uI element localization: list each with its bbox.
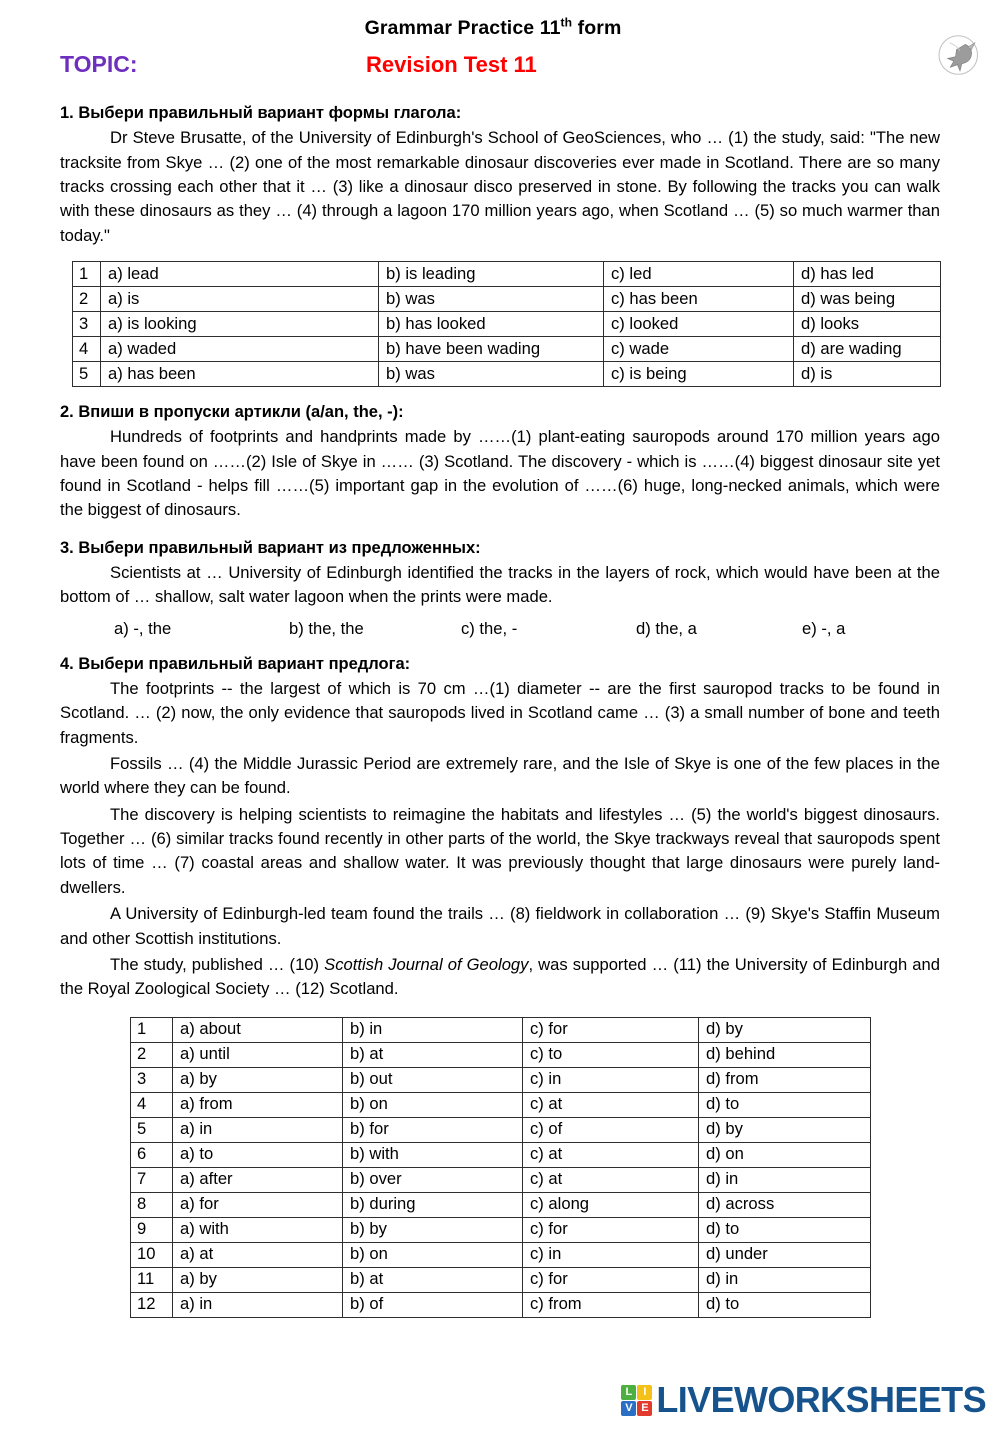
row-number: 4 <box>73 337 101 362</box>
table-row <box>131 1167 871 1192</box>
option-b[interactable]: b) has looked <box>379 312 604 337</box>
option-a[interactable]: a) from <box>173 1092 343 1117</box>
exercise-1-answers-table-wrapper <box>60 261 940 387</box>
table-row <box>131 1217 871 1242</box>
option-d[interactable]: d) has led <box>794 262 941 287</box>
row-number: 3 <box>73 312 101 337</box>
topic-label: TOPIC: <box>60 51 138 77</box>
table-row <box>131 1142 871 1167</box>
exercise-4-paragraph-4: A University of Edinburgh-led team found the trails … (8) fieldwork in collaboration … (9) Skye's Staffin Museum and other Scottish institutions. <box>60 904 940 948</box>
table-row <box>131 1192 871 1217</box>
option-b[interactable]: b) in <box>343 1017 523 1042</box>
table-row <box>73 262 941 287</box>
exercise-3-option-a[interactable]: a) -, the <box>114 618 172 638</box>
row-number: 1 <box>73 262 101 287</box>
row-number: 4 <box>131 1092 173 1117</box>
row-number: 2 <box>131 1042 173 1067</box>
option-b[interactable]: b) by <box>343 1217 523 1242</box>
option-b[interactable]: b) during <box>343 1192 523 1217</box>
page-title-superscript: th <box>560 15 573 30</box>
row-number: 11 <box>131 1267 173 1292</box>
exercise-1-heading: 1. Выбери правильный вариант формы глагола: <box>60 104 462 122</box>
exercise-3-heading: 3. Выбери правильный вариант из предложенных: <box>60 538 481 557</box>
option-d[interactable]: d) in <box>699 1267 871 1292</box>
table-row <box>73 362 941 387</box>
row-number: 12 <box>131 1292 173 1317</box>
table-row <box>73 337 941 362</box>
exercise-1-answers-table <box>72 261 941 387</box>
table-row <box>73 312 941 337</box>
option-a[interactable]: a) about <box>173 1017 343 1042</box>
option-a[interactable]: a) is <box>101 287 379 312</box>
exercise-4-table-body <box>131 1017 871 1317</box>
exercise-4-answers-table-wrapper <box>60 1017 940 1318</box>
option-c[interactable]: c) of <box>523 1117 699 1142</box>
option-c[interactable]: c) in <box>523 1242 699 1267</box>
option-d[interactable]: d) across <box>699 1192 871 1217</box>
table-row <box>131 1292 871 1317</box>
exercise-4-paragraph-5-post: , was supported … (11) the University of Edinburgh and the Royal Zoological Society … (12) Scotland. <box>60 955 940 999</box>
exercise-4-paragraph-2: Fossils … (4) the Middle Jurassic Period are extremely rare, and the Isle of Skye is one of the few places in the world where they can be found. <box>60 753 940 798</box>
option-d[interactable]: d) from <box>699 1067 871 1092</box>
option-b[interactable]: b) on <box>343 1242 523 1267</box>
option-b[interactable]: b) for <box>343 1117 523 1142</box>
option-d[interactable]: d) looks <box>794 312 941 337</box>
option-c[interactable]: c) from <box>523 1292 699 1317</box>
option-c[interactable]: c) along <box>523 1192 699 1217</box>
exercise-3-text: Scientists at … University of Edinburgh identified the tracks in the layers of rock, which would have been at the bottom of … shallow, salt water lagoon when the prints were made. <box>60 562 940 607</box>
topic-row <box>60 51 940 79</box>
exercise-3-option-d[interactable]: d) the, a <box>636 618 697 638</box>
option-d[interactable]: d) to <box>699 1292 871 1317</box>
table-row <box>73 287 941 312</box>
option-c[interactable]: c) at <box>523 1167 699 1192</box>
exercise-2-heading: 2. Впиши в пропуски артикли (a/an, the, -): <box>60 403 404 422</box>
option-a[interactable]: a) has been <box>101 362 379 387</box>
table-row <box>131 1042 871 1067</box>
option-d[interactable]: d) under <box>699 1242 871 1267</box>
journal-title: Scottish Journal of Geology <box>324 955 529 975</box>
option-d[interactable]: d) are wading <box>794 337 941 362</box>
logo-tile-v: V <box>621 1401 636 1416</box>
logo-tile-i: I <box>637 1385 652 1400</box>
option-c[interactable]: c) in <box>523 1067 699 1092</box>
option-a[interactable]: a) waded <box>101 337 379 362</box>
option-c[interactable]: c) at <box>523 1142 699 1167</box>
dinosaur-sketch-logo <box>932 27 988 83</box>
row-number: 3 <box>131 1067 173 1092</box>
topic-value: Revision Test 11 <box>366 52 537 77</box>
row-number: 10 <box>131 1242 173 1267</box>
option-d[interactable]: d) to <box>699 1217 871 1242</box>
exercise-3-option-c[interactable]: c) the, - <box>461 618 518 638</box>
option-a[interactable]: a) at <box>173 1242 343 1267</box>
option-a[interactable]: a) lead <box>101 262 379 287</box>
option-b[interactable]: b) was <box>379 362 604 387</box>
table-row <box>131 1092 871 1117</box>
option-d[interactable]: d) to <box>699 1092 871 1117</box>
option-b[interactable]: b) at <box>343 1267 523 1292</box>
option-b[interactable]: b) is leading <box>379 262 604 287</box>
row-number: 5 <box>73 362 101 387</box>
option-c[interactable]: c) has been <box>604 287 794 312</box>
row-number: 2 <box>73 287 101 312</box>
option-a[interactable]: a) until <box>173 1042 343 1067</box>
option-c[interactable]: c) for <box>523 1217 699 1242</box>
option-c[interactable]: c) for <box>523 1267 699 1292</box>
option-c[interactable]: c) at <box>523 1092 699 1117</box>
exercise-4-paragraph-3: The discovery is helping scientists to reimagine the habitats and lifestyles … (5) the world's biggest dinosaurs. Together … (6) similar tracks found recently in other parts of the world, the Skye trackways reveal that sauropods spent lots of time … (7) coastal areas and shallow water. It was previously thought that large dinosaurs were purely land-dwellers. <box>60 804 940 897</box>
option-a[interactable]: a) in <box>173 1292 343 1317</box>
page-title <box>60 17 940 40</box>
option-a[interactable]: a) by <box>173 1267 343 1292</box>
exercise-4-heading: 4. Выбери правильный вариант предлога: <box>60 654 411 673</box>
option-d[interactable]: d) was being <box>794 287 941 312</box>
row-number: 7 <box>131 1167 173 1192</box>
option-b[interactable]: b) was <box>379 287 604 312</box>
option-a[interactable]: a) to <box>173 1142 343 1167</box>
option-b[interactable]: b) of <box>343 1292 523 1317</box>
exercise-3-options <box>60 619 940 639</box>
exercise-3-option-b[interactable]: b) the, the <box>289 618 364 638</box>
exercise-4-paragraph-5 <box>60 953 940 1002</box>
option-c[interactable]: c) wade <box>604 337 794 362</box>
option-b[interactable]: b) at <box>343 1042 523 1067</box>
option-b[interactable]: b) over <box>343 1167 523 1192</box>
option-c[interactable]: c) looked <box>604 312 794 337</box>
table-row <box>131 1067 871 1092</box>
row-number: 6 <box>131 1142 173 1167</box>
liveworksheets-logo-tiles <box>621 1385 652 1416</box>
worksheet-page <box>0 17 1000 1430</box>
option-c[interactable]: c) for <box>523 1017 699 1042</box>
page-title-tail: form <box>572 17 622 39</box>
option-b[interactable]: b) with <box>343 1142 523 1167</box>
logo-tile-l: L <box>621 1385 636 1400</box>
exercise-1-table-body <box>73 262 941 387</box>
option-d[interactable]: d) is <box>794 362 941 387</box>
table-row <box>131 1242 871 1267</box>
liveworksheets-wordmark: LIVEWORKSHEETS <box>656 1379 986 1420</box>
option-a[interactable]: a) is looking <box>101 312 379 337</box>
option-d[interactable]: d) by <box>699 1117 871 1142</box>
option-c[interactable]: c) led <box>604 262 794 287</box>
exercise-1-text: Dr Steve Brusatte, of the University of Edinburgh's School of GeoSciences, who … (1) the study, said: "The new tracksite from Skye … (2) one of the most remarkable dinosaur discoveries ever made in Scotland. There are so many tracks crossing each other that it … (3) like a dinosaur disco preserved in stone. By following the tracks you can walk with these dinosaurs as they … (4) through a lagoon 170 million years ago, when Scotland … (5) so much warmer than today." <box>60 128 940 245</box>
exercise-4-paragraph-1: The footprints -- the largest of which is 70 cm …(1) diameter -- are the first sauropod tracks to be found in Scotland. … (2) now, the only evidence that sauropods lived in Scotland came … (3) a small number of bone and teeth fragments. <box>60 678 940 747</box>
row-number: 5 <box>131 1117 173 1142</box>
option-a[interactable]: a) in <box>173 1117 343 1142</box>
table-row <box>131 1017 871 1042</box>
option-b[interactable]: b) have been wading <box>379 337 604 362</box>
row-number: 8 <box>131 1192 173 1217</box>
option-a[interactable]: a) by <box>173 1067 343 1092</box>
table-row <box>131 1117 871 1142</box>
logo-tile-e: E <box>637 1401 652 1416</box>
option-b[interactable]: b) out <box>343 1067 523 1092</box>
option-b[interactable]: b) on <box>343 1092 523 1117</box>
exercise-2-text: Hundreds of footprints and handprints made by ……(1) plant-eating sauropods around 170 million years ago have been found on ……(2) Isle of Skye in …… (3) Scotland. The discovery - which is ……(4) biggest dinosaur site yet found in Scotland - helps fill ……(5) important gap in the evolution of ……(6) huge, long-necked animals, which were the biggest of dinosaurs. <box>60 427 940 520</box>
option-d[interactable]: d) by <box>699 1017 871 1042</box>
option-c[interactable]: c) is being <box>604 362 794 387</box>
exercise-3-option-e[interactable]: e) -, a <box>802 618 846 638</box>
option-d[interactable]: d) on <box>699 1142 871 1167</box>
page-title-main: Grammar Practice 11 <box>364 17 561 39</box>
row-number: 1 <box>131 1017 173 1042</box>
table-row <box>131 1267 871 1292</box>
option-a[interactable]: a) with <box>173 1217 343 1242</box>
option-a[interactable]: a) after <box>173 1167 343 1192</box>
option-a[interactable]: a) for <box>173 1192 343 1217</box>
exercise-4-paragraph-5-pre: The study, published … (10) <box>110 955 325 975</box>
option-c[interactable]: c) to <box>523 1042 699 1067</box>
exercise-4-answers-table <box>130 1017 871 1318</box>
option-d[interactable]: d) behind <box>699 1042 871 1067</box>
option-d[interactable]: d) in <box>699 1167 871 1192</box>
row-number: 9 <box>131 1217 173 1242</box>
